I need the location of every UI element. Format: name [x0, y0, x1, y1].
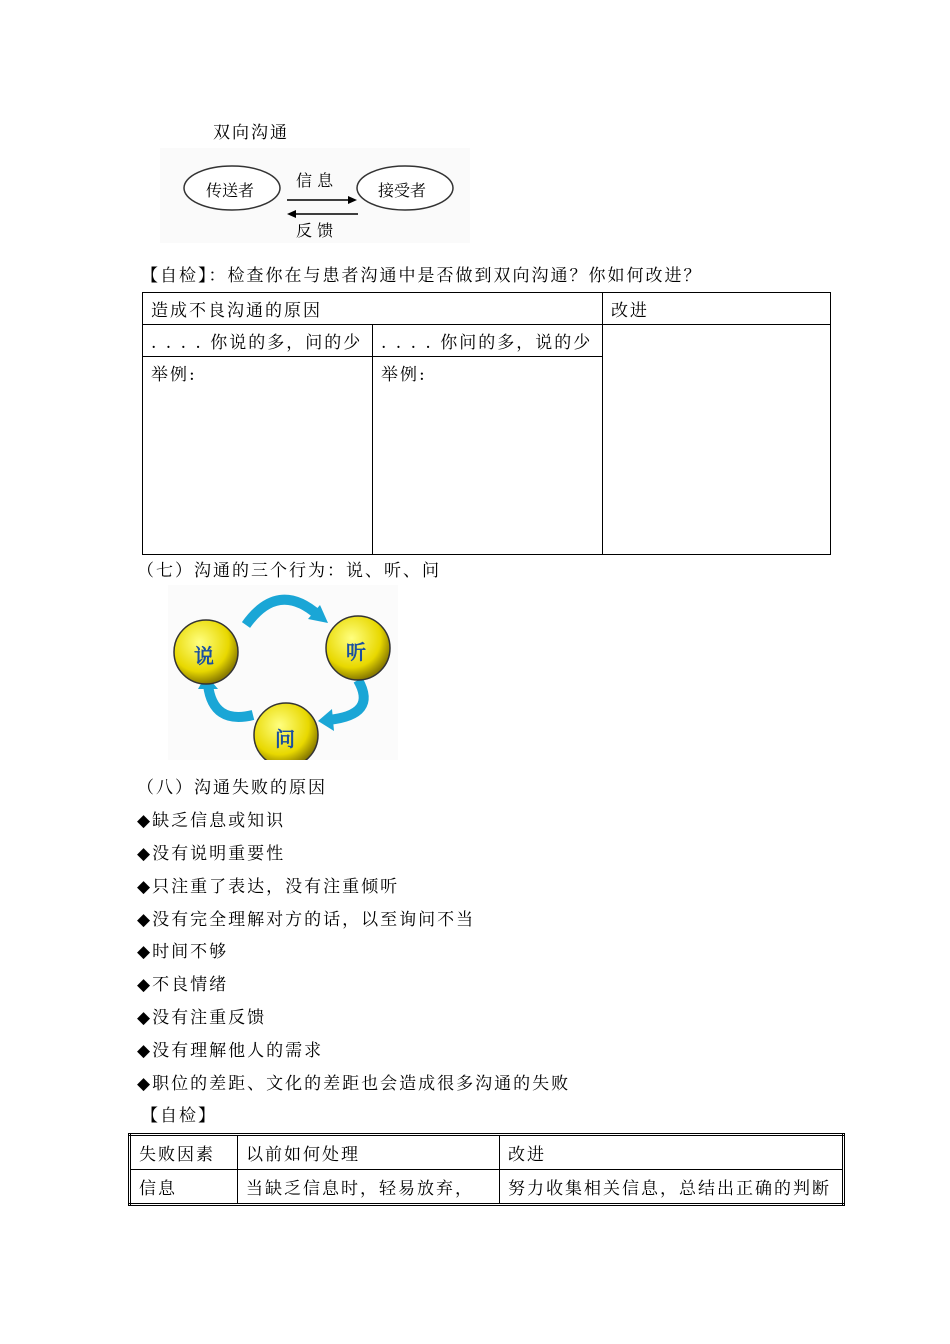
- failure-item: ◆只注重了表达，没有注重倾听: [137, 877, 400, 897]
- example-cell-1[interactable]: 举例:: [143, 357, 373, 555]
- failure-item: ◆没有注重反馈: [137, 1008, 267, 1028]
- section-seven-title: （七）沟通的三个行为：说、听、问: [137, 561, 441, 581]
- two-way-title: 双向沟通: [213, 123, 289, 143]
- receiver-label: 接受者: [378, 181, 427, 200]
- backward-label: 反 馈: [296, 221, 334, 240]
- cause-ask-more: . . . . 你问的多，说的少: [372, 325, 602, 357]
- header-improve: 改进: [602, 293, 830, 325]
- header-factor: 失败因素: [130, 1135, 238, 1170]
- speak-label: 说: [194, 644, 214, 668]
- cause-talk-more: . . . . 你说的多，问的少: [143, 325, 373, 357]
- header-previous: 以前如何处理: [238, 1135, 500, 1170]
- section-eight-title: （八）沟通失败的原因: [137, 778, 327, 798]
- row-improve: 努力收集相关信息，总结出正确的判断: [500, 1170, 844, 1205]
- listen-label: 听: [346, 640, 366, 664]
- self-check-table: [142, 292, 831, 555]
- row-factor: 信息: [130, 1170, 238, 1205]
- self-check-2-label: 【自检】: [141, 1106, 217, 1126]
- failure-item: ◆没有说明重要性: [137, 844, 286, 864]
- failure-item: ◆没有完全理解对方的话，以至询问不当: [137, 910, 476, 930]
- header-cause: 造成不良沟通的原因: [143, 293, 603, 325]
- forward-label: 信 息: [296, 171, 334, 190]
- improve-cell[interactable]: [602, 325, 830, 555]
- sender-label: 传送者: [206, 181, 255, 200]
- failure-item: ◆职位的差距、文化的差距也会造成很多沟通的失败: [137, 1074, 571, 1094]
- failure-item: ◆不良情绪: [137, 975, 229, 995]
- ask-label: 问: [275, 727, 295, 751]
- self-check-prompt: 【自检】：检查你在与患者沟通中是否做到双向沟通？你如何改进？: [141, 266, 703, 286]
- failure-item: ◆缺乏信息或知识: [137, 811, 286, 831]
- failure-item: ◆时间不够: [137, 942, 229, 962]
- row-previous: 当缺乏信息时，轻易放弃，: [238, 1170, 500, 1205]
- failure-item: ◆没有理解他人的需求: [137, 1041, 324, 1061]
- header-improve-2: 改进: [500, 1135, 844, 1170]
- example-cell-2[interactable]: 举例:: [372, 357, 602, 555]
- failure-table: [128, 1133, 845, 1206]
